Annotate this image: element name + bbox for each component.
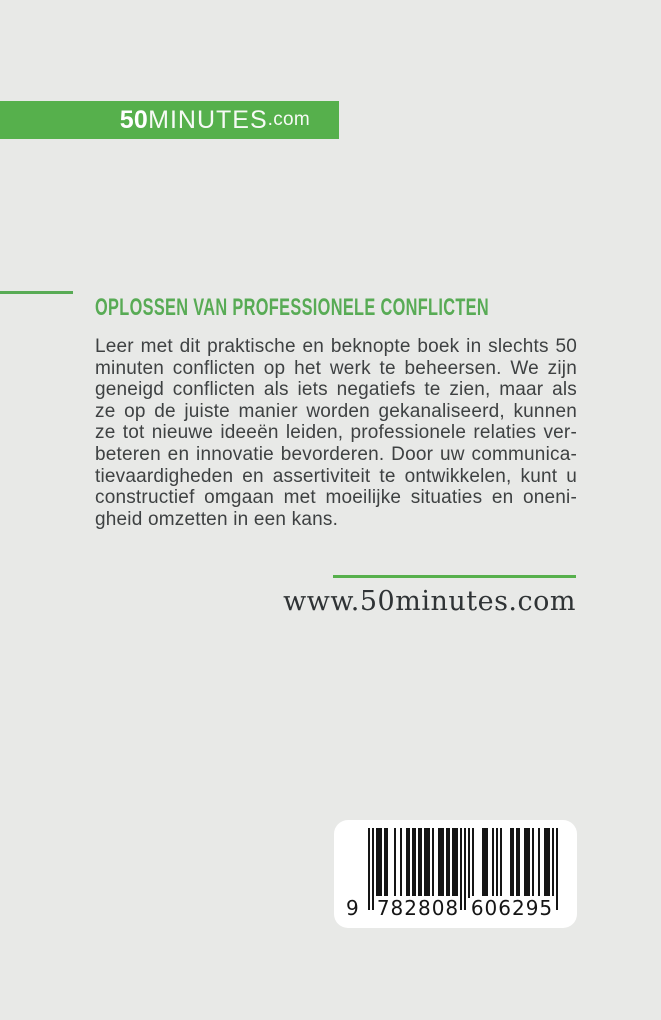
- description-line: tievaardigheden en assertiviteit te ontwikkelen, kunt u: [95, 465, 577, 487]
- barcode-panel: [334, 820, 577, 928]
- brand-logo-tld: .com: [267, 109, 310, 130]
- heading-rule: [0, 291, 73, 294]
- barcode-digit-first: 9: [346, 896, 359, 920]
- description-line: geneigd conflicten als iets negatiefs te zien, maar als: [95, 379, 577, 401]
- brand-logo-name: MINUTES: [148, 105, 268, 134]
- website-rule: [333, 575, 576, 578]
- website-url: www.50minutes.com: [283, 586, 576, 617]
- barcode-digits-right: 606295: [470, 896, 554, 920]
- description-line: Leer met dit praktische en beknopte boek in slechts 50: [95, 336, 577, 357]
- description-line: gheid omzetten in een kans.: [95, 508, 339, 530]
- description-text: [95, 336, 577, 530]
- description-line: ze tot nieuwe ideeën leiden, professionele relaties ver-: [95, 422, 577, 444]
- barcode-bar: [556, 828, 558, 910]
- description-line: ze op de juiste manier worden gekanaliseerd, kunnen: [95, 400, 577, 422]
- description-line: constructief omgaan met moeilijke situaties en oneni-: [95, 487, 577, 509]
- barcode-digits-left: 782808: [376, 896, 460, 920]
- description-line: minuten conflicten op het werk te beheersen. We zijn: [95, 357, 577, 379]
- section-heading: OPLOSSEN VAN PROFESSIONELE CONFLICTEN: [95, 294, 490, 321]
- description-line: beteren en innovatie bevorderen. Door uw communica-: [95, 443, 577, 465]
- brand-logo-number: 50: [119, 105, 149, 134]
- brand-band: [0, 101, 339, 139]
